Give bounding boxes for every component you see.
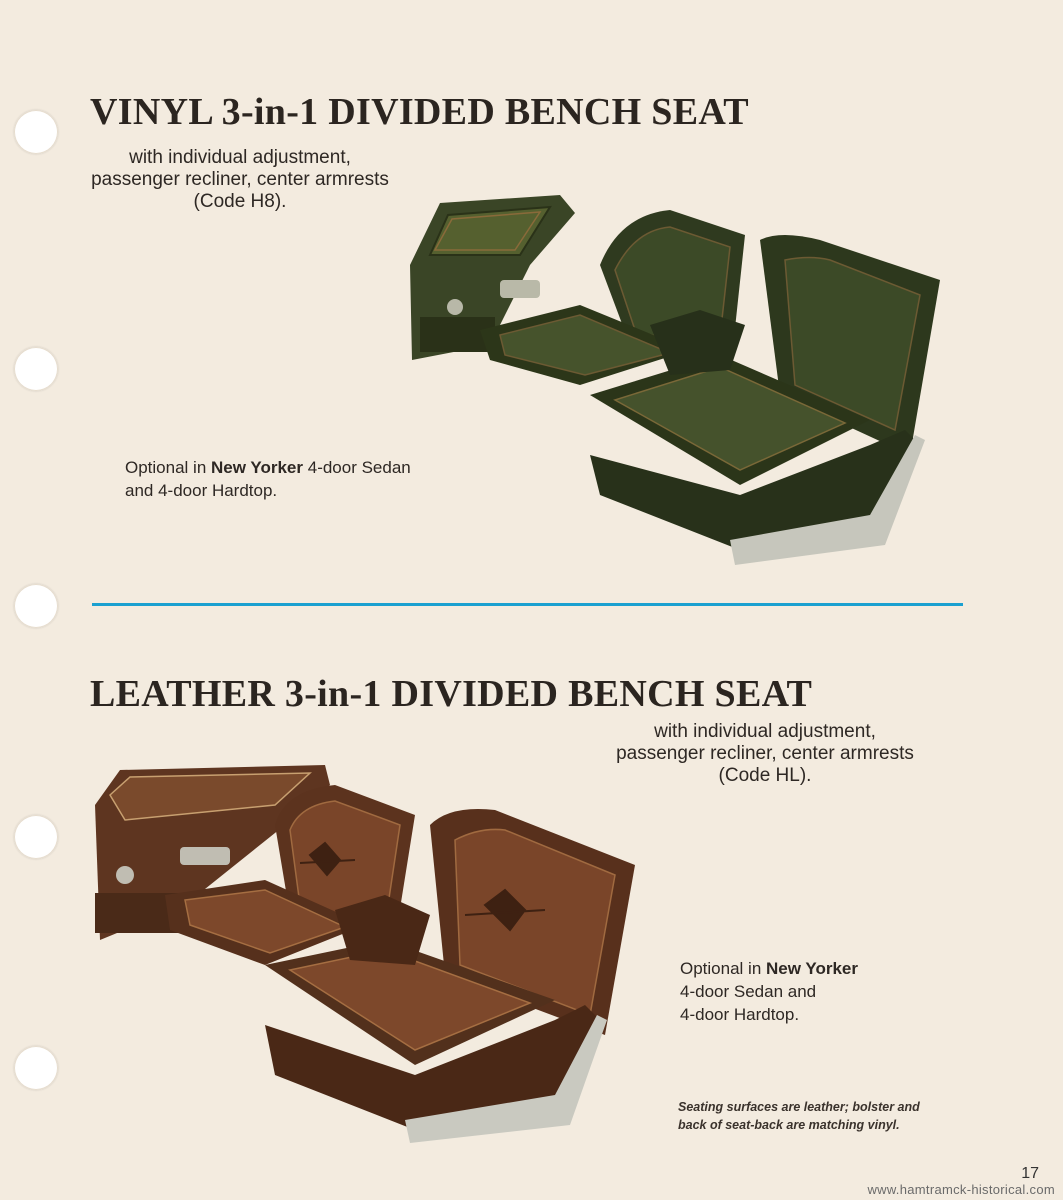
model-name: New Yorker [211,458,303,477]
section-title-leather: LEATHER 3-in-1 DIVIDED BENCH SEAT [90,673,813,715]
binder-hole [14,110,58,154]
availability-line: 4-door Sedan and [680,982,817,1001]
section-subtitle-vinyl [80,147,400,213]
availability-line [125,458,411,477]
availability-vinyl [125,456,411,502]
subtitle-line: passenger recliner, center armrests [616,743,914,764]
availability-line [680,959,858,978]
binder-hole [14,815,58,859]
binder-hole [14,1046,58,1090]
binder-hole [14,347,58,391]
page-number: 17 [1021,1165,1039,1182]
binder-hole [14,584,58,628]
subtitle-line: with individual adjustment, [129,147,351,168]
vinyl-seat-illustration [400,195,970,580]
availability-prefix: Optional in [680,959,762,978]
subtitle-line: passenger recliner, center armrests [91,169,389,190]
material-note [678,1098,978,1134]
subtitle-line: (Code H8). [193,191,287,212]
note-line: back of seat-back are matching vinyl. [678,1118,900,1132]
availability-suffix: 4-door Sedan [307,458,411,477]
leather-seat-illustration [85,765,645,1150]
availability-leather [680,957,858,1026]
availability-line: 4-door Hardtop. [680,1005,800,1024]
availability-prefix: Optional in [125,458,207,477]
section-divider [92,603,963,606]
subtitle-line: (Code HL). [718,765,812,786]
model-name: New Yorker [766,959,858,978]
section-title-vinyl: VINYL 3-in-1 DIVIDED BENCH SEAT [90,91,749,133]
availability-line: and 4-door Hardtop. [125,481,278,500]
subtitle-line: with individual adjustment, [654,721,876,742]
note-line: Seating surfaces are leather; bolster and [678,1100,920,1114]
watermark: www.hamtramck-historical.com [867,1182,1055,1197]
